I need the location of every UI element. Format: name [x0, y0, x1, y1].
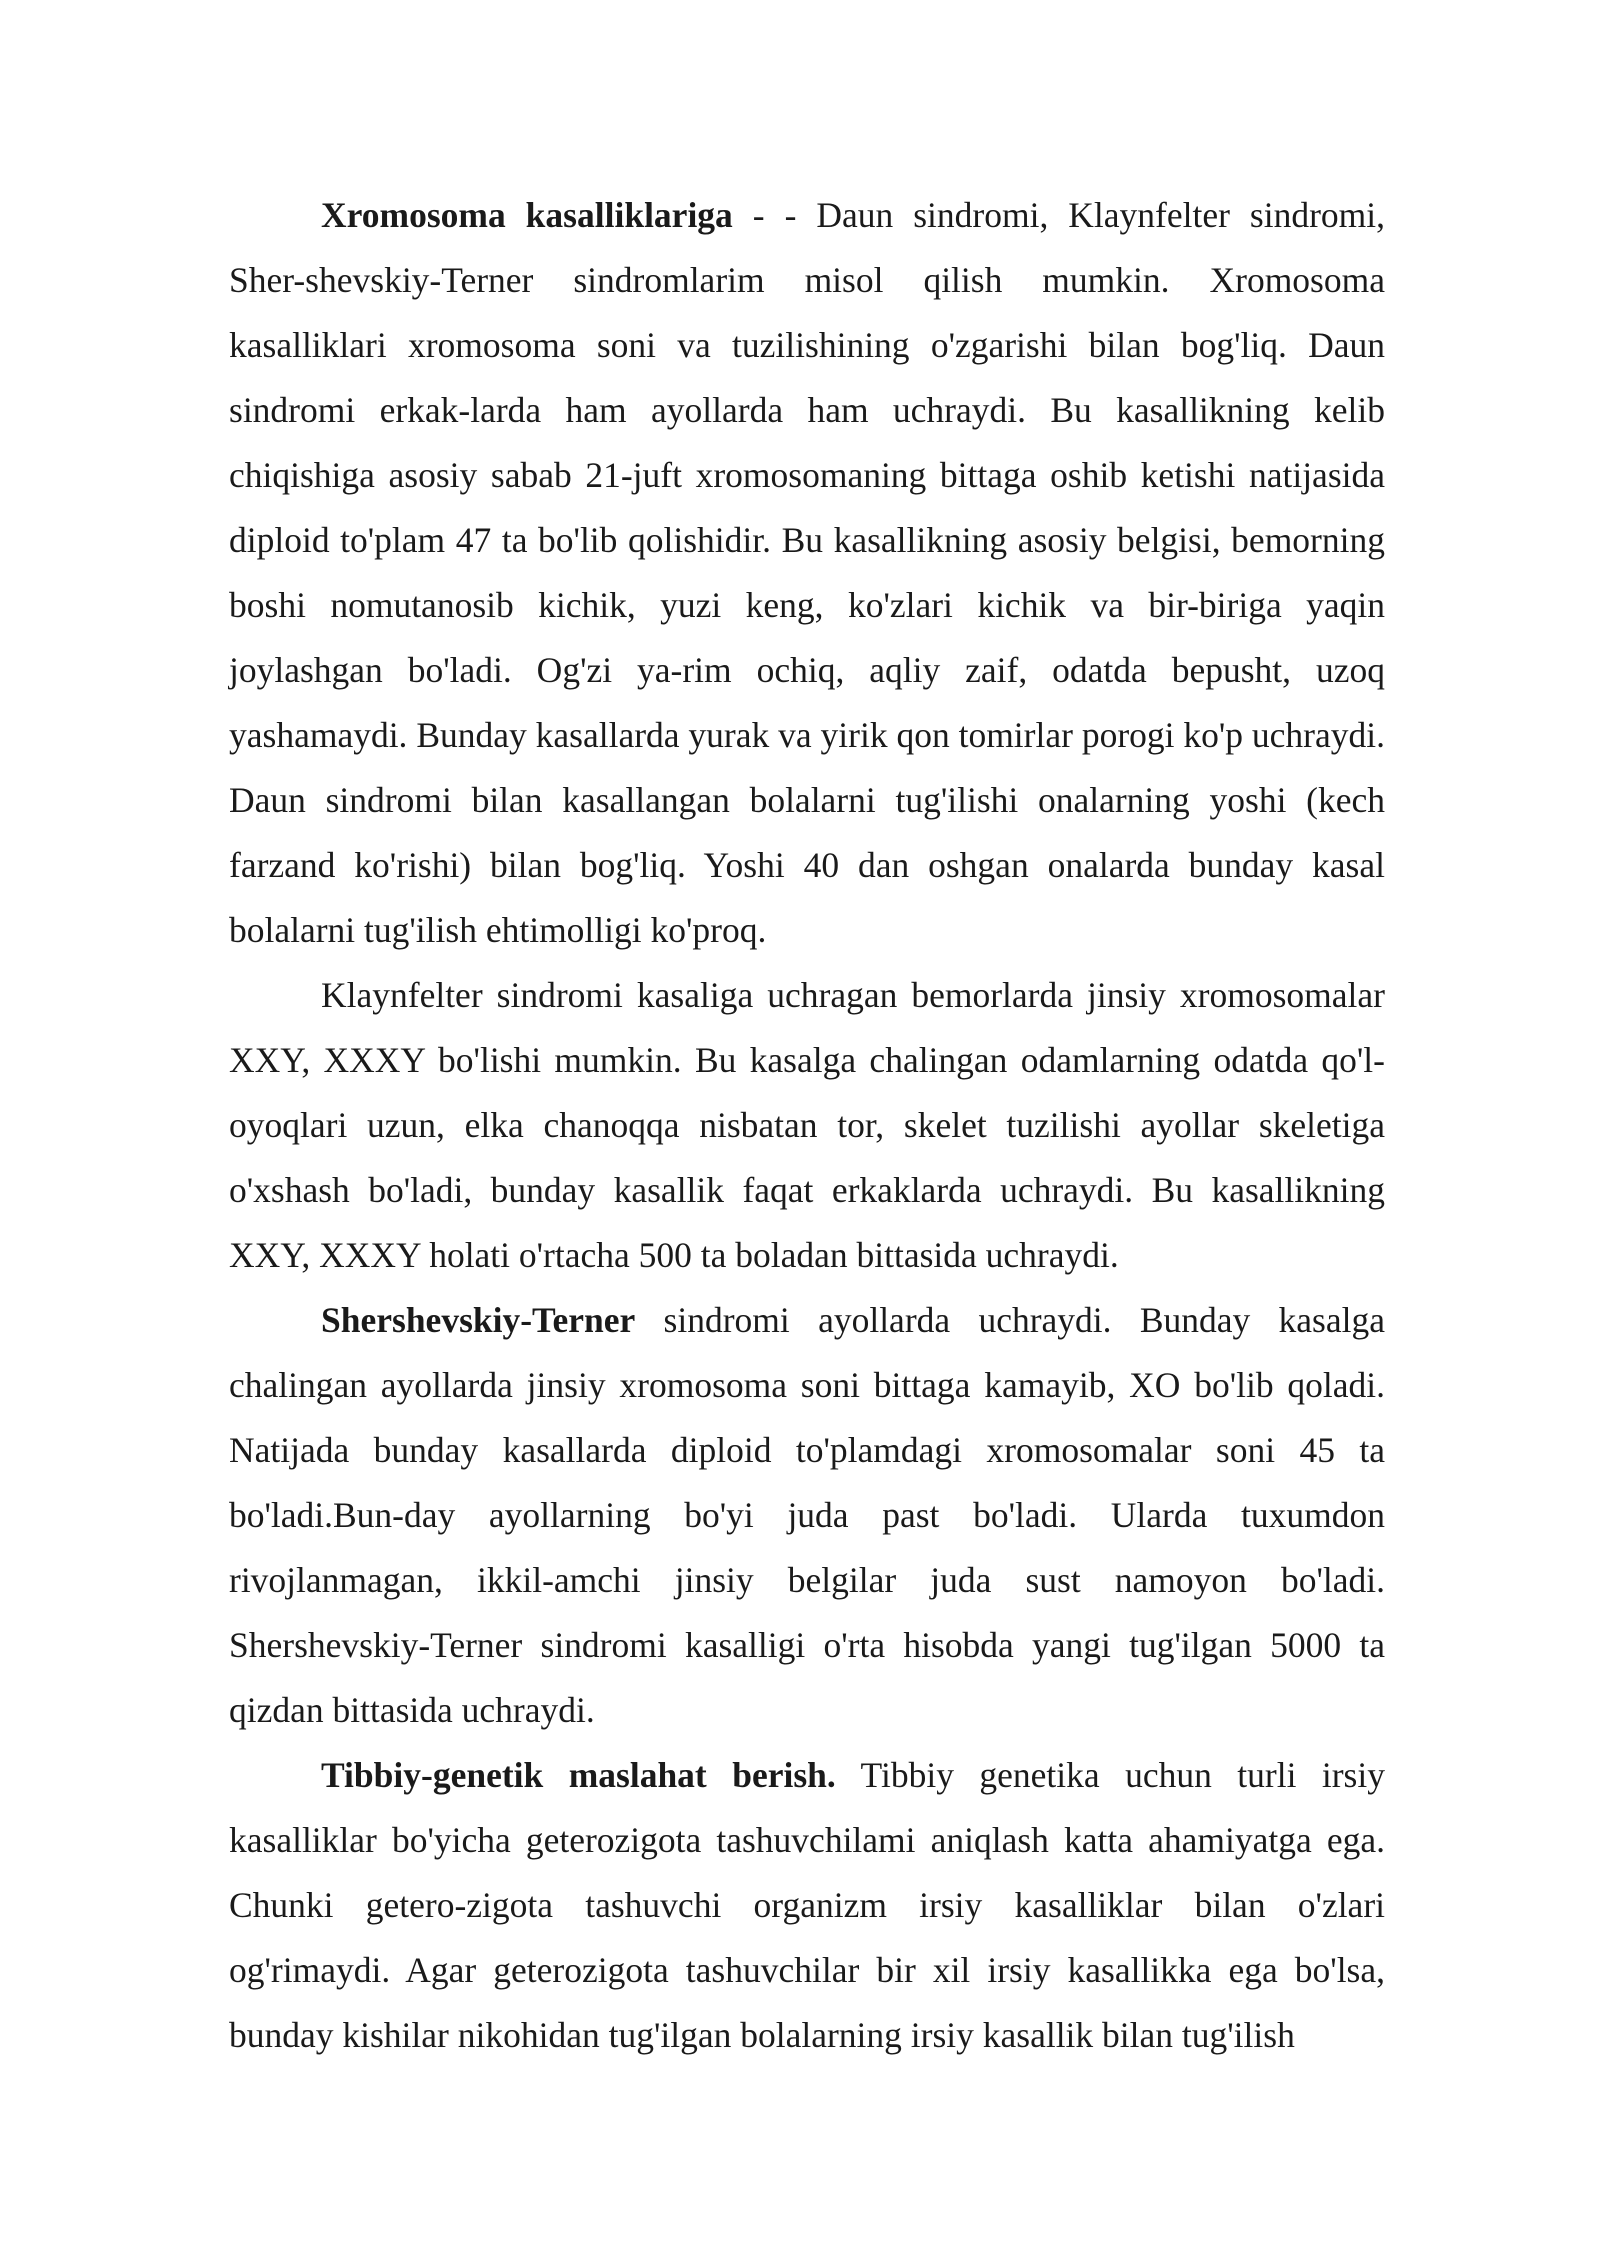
paragraph-klaynfelter — [229, 963, 1385, 1288]
paragraph-body: Tibbiy genetika uchun turli irsiy kasalliklar bo'yicha geterozigota tashuvchilami aniqlash katta ahamiyatga ega. Chunki getero-zigota tashuvchi organizm irsiy kasalliklar bilan o'zlari og'rimaydi. Agar geterozigota tashuvchilar bir xil irsiy kasallikka ega bo'lsa, bunday kishilar nikohidan tug'ilgan bolalarning irsiy kasallik bilan tug'ilish — [229, 1755, 1385, 2055]
paragraph-lead: Shershevskiy-Terner — [321, 1300, 636, 1340]
paragraph-shershevskiy-terner — [229, 1288, 1385, 1743]
paragraph-body: Klaynfelter sindromi kasaliga uchragan bemorlarda jinsiy xromosomalar XXY, XXXY bo'lishi mumkin. Bu kasalga chalingan odamlarning odatda qo'l-oyoqlari uzun, elka chanoqqa nisbatan tor, skelet tuzilishi ayollar skeletiga o'xshash bo'ladi, bunday kasallik faqat erkaklarda uchraydi. Bu kasallikning XXY, XXXY holati o'rtacha 500 ta boladan bittasida uchraydi. — [229, 975, 1385, 1275]
paragraph-body: sindromi ayollarda uchraydi. Bunday kasalga chalingan ayollarda jinsiy xromosoma soni bittaga kamayib, XO bo'lib qoladi. Natijada bunday kasallarda diploid to'plamdagi xromosomalar soni 45 ta bo'ladi.Bun-day ayollarning bo'yi juda past bo'ladi. Ularda tuxumdon rivojlanmagan, ikkil-amchi jinsiy belgilar juda sust namoyon bo'ladi. Shershevskiy-Terner sindromi kasalligi o'rta hisobda yangi tug'ilgan 5000 ta qizdan bittasida uchraydi. — [229, 1300, 1385, 1730]
paragraph-lead: Xromosoma kasalliklariga — [321, 195, 733, 235]
paragraph-xromosoma-kasalliklari — [229, 183, 1385, 963]
document-page — [229, 183, 1385, 2068]
paragraph-body: - - Daun sindromi, Klaynfelter sindromi, Sher-shevskiy-Terner sindromlarim misol qilish mumkin. Xromosoma kasalliklari xromosoma soni va tuzilishining o'zgarishi bilan bog'liq. Daun sindromi erkak-larda ham ayollarda ham uchraydi. Bu kasallikning kelib chiqishiga asosiy sabab 21-juft xromosomaning bittaga oshib ketishi natijasida diploid to'plam 47 ta bo'lib qolishidir. Bu kasallikning asosiy belgisi, bemorning boshi nomutanosib kichik, yuzi keng, ko'zlari kichik va bir-biriga yaqin joylashgan bo'ladi. Og'zi ya-rim ochiq, aqliy zaif, odatda bepusht, uzoq yashamaydi. Bunday kasallarda yurak va yirik qon tomirlar porogi ko'p uchraydi. Daun sindromi bilan kasallangan bolalarni tug'ilishi onalarning yoshi (kech farzand ko'rishi) bilan bog'liq. Yoshi 40 dan oshgan onalarda bunday kasal bolalarni tug'ilish ehtimolligi ko'proq. — [229, 195, 1385, 950]
paragraph-lead: Tibbiy-genetik maslahat berish. — [321, 1755, 836, 1795]
paragraph-tibbiy-genetik — [229, 1743, 1385, 2068]
